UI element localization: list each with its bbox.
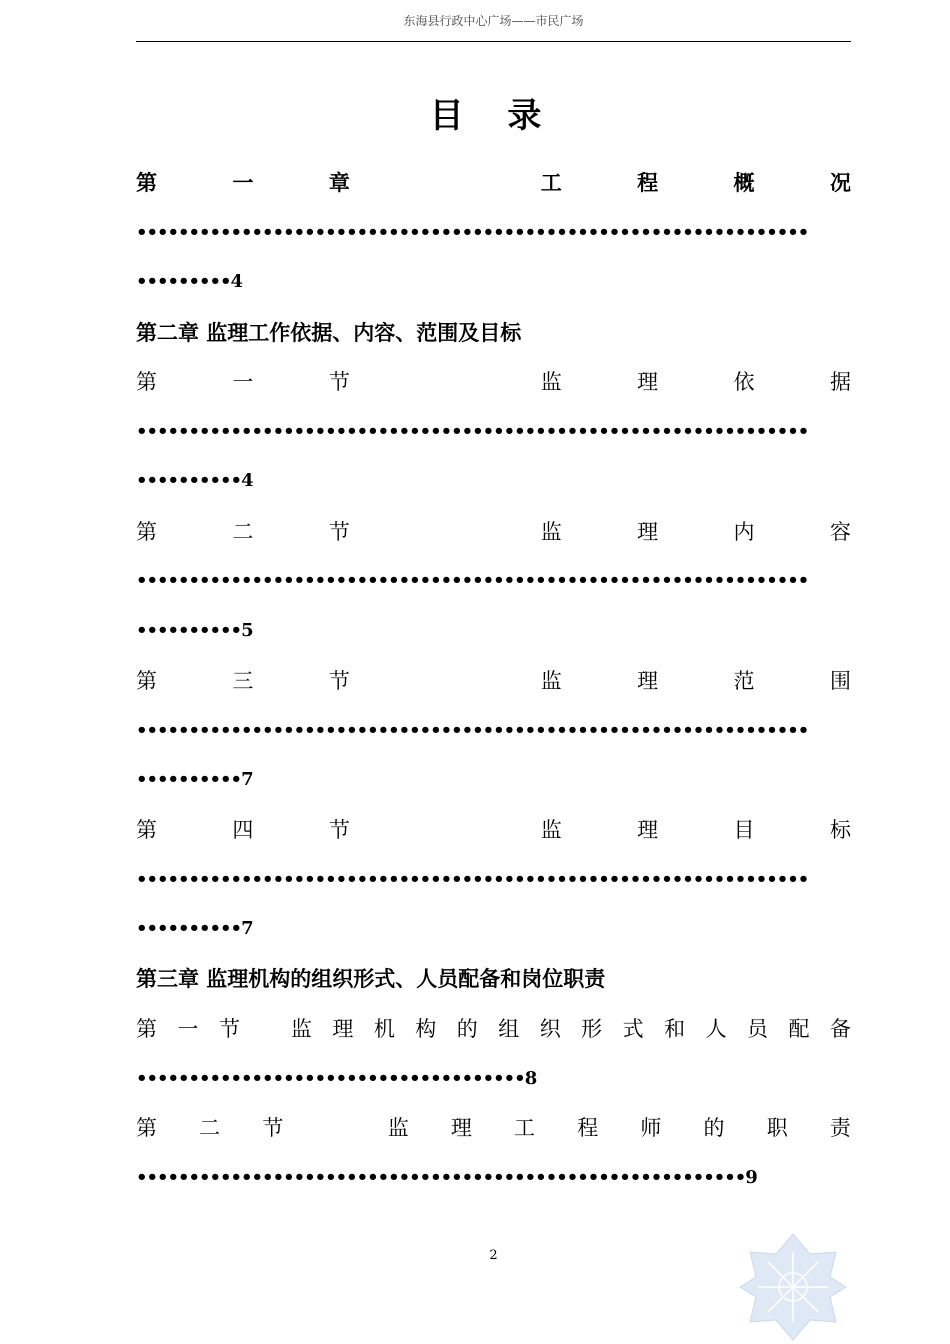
toc-leader: ••••••••••••••••••••••••••••••••••••••••••••••••••••••••••••••••: [136, 869, 809, 890]
toc-entry-section-2-3[interactable]: 第 三 节 监 理 范 围: [136, 669, 851, 693]
toc-entry-chapter-2[interactable]: 第二章 监理工作依据、内容、范围及目标: [136, 320, 522, 345]
toc-entry-chapter-1[interactable]: 第 一 章 工 程 概 况: [136, 170, 851, 195]
toc-page-number: 9: [745, 1167, 757, 1188]
toc-entry-section-3-1[interactable]: 第 一 节 监 理 机 构 的 组 织 形 式 和 人 员 配 备: [136, 1017, 851, 1041]
toc-page-number: 4: [230, 271, 243, 292]
toc-entry-section-2-1[interactable]: 第 一 节 监 理 依 据: [136, 370, 851, 394]
header-rule: [136, 41, 851, 42]
toc-entry-section-2-4[interactable]: 第 四 节 监 理 目 标: [136, 818, 851, 842]
toc-entry-chapter-3[interactable]: 第三章 监理机构的组织形式、人员配备和岗位职责: [136, 966, 606, 991]
toc-leader: ••••••••••5: [136, 620, 253, 641]
page-number: 2: [489, 1248, 498, 1263]
toc-page-number: 7: [241, 918, 253, 939]
toc-leader: •••••••••••••••••••••••••••••••••••••8: [136, 1068, 537, 1089]
toc-leader: ••••••••••••••••••••••••••••••••••••••••••••••••••••••••••9: [136, 1167, 757, 1188]
toc-page-number: 4: [241, 470, 253, 491]
toc-leader: •••••••••4: [136, 271, 243, 292]
toc-leader: ••••••••••••••••••••••••••••••••••••••••••••••••••••••••••••••••: [136, 720, 809, 741]
watermark-logo: [738, 1232, 848, 1342]
toc-leader: ••••••••••••••••••••••••••••••••••••••••••••••••••••••••••••••••: [136, 570, 809, 591]
toc-leader: ••••••••••7: [136, 918, 253, 939]
toc-title: 目 录: [429, 96, 558, 136]
toc-leader: ••••••••••••••••••••••••••••••••••••••••••••••••••••••••••••••••: [136, 222, 809, 243]
toc-entry-section-3-2[interactable]: 第 二 节 监 理 工 程 师 的 职 责: [136, 1116, 851, 1140]
toc-leader: ••••••••••7: [136, 769, 253, 790]
toc-entry-section-2-2[interactable]: 第 二 节 监 理 内 容: [136, 520, 851, 544]
page-header: 东海县行政中心广场——市民广场: [403, 14, 584, 28]
toc-leader: ••••••••••••••••••••••••••••••••••••••••••••••••••••••••••••••••: [136, 421, 809, 442]
toc-page-number: 7: [241, 769, 253, 790]
toc-leader: ••••••••••4: [136, 470, 253, 491]
toc-page-number: 8: [524, 1068, 537, 1089]
toc-page-number: 5: [241, 620, 253, 641]
